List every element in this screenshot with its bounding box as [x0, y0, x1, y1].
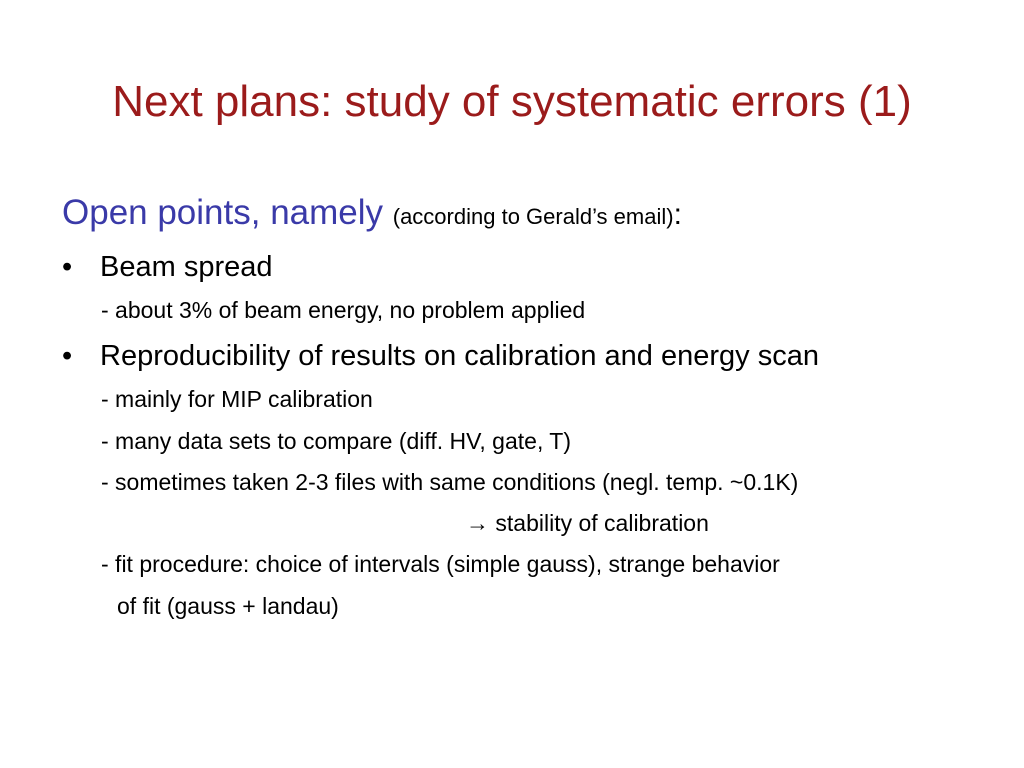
- bullet-label: Beam spread: [100, 251, 273, 283]
- section-heading-colon: :: [673, 198, 682, 231]
- bullet-label: Reproducibility of results on calibration and energy scan: [100, 340, 819, 372]
- sub-item: - mainly for MIP calibration: [101, 386, 373, 412]
- sub-item: - about 3% of beam energy, no problem applied: [101, 297, 586, 323]
- sub-item: - fit procedure: choice of intervals (simple gauss), strange behavior: [101, 551, 780, 577]
- bullet-item: [62, 248, 273, 286]
- bullet-item: [62, 337, 819, 375]
- sub-item-continuation: of fit (gauss + landau): [117, 593, 339, 619]
- bullet-icon: •: [62, 251, 73, 283]
- section-heading-note: (according to Gerald’s email): [392, 204, 674, 229]
- sub-item-arrow: → stability of calibration: [466, 510, 709, 536]
- section-heading: [62, 190, 682, 240]
- sub-item: - sometimes taken 2-3 files with same conditions (negl. temp. ~0.1K): [101, 469, 799, 495]
- bullet-icon: •: [62, 340, 73, 372]
- slide-title: Next plans: study of systematic errors (1): [112, 77, 912, 126]
- sub-item: - many data sets to compare (diff. HV, gate, T): [101, 428, 572, 454]
- section-heading-main: Open points, namely: [62, 193, 393, 232]
